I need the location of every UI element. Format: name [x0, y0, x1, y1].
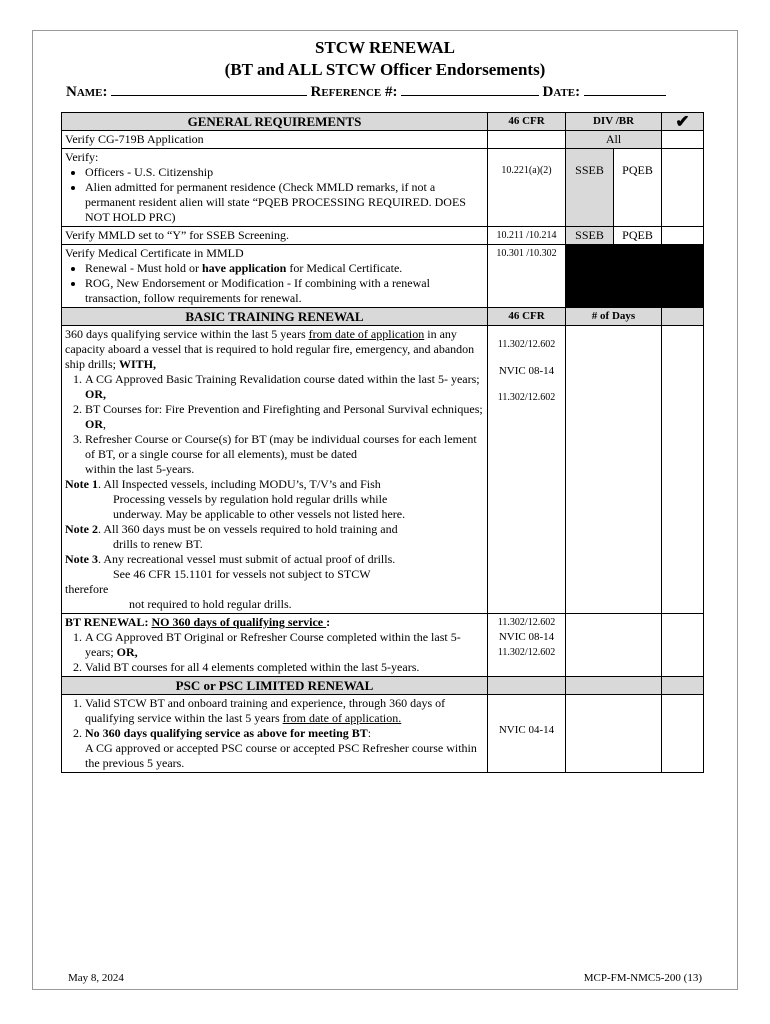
row-cfr	[488, 131, 566, 149]
row-div-pqeb: PQEB	[614, 227, 662, 245]
form-title: STCW RENEWAL	[315, 38, 455, 57]
row-div-pqeb: PQEB	[614, 149, 662, 227]
list-item: 1. Valid STCW BT and onboard training and experience, through 360 days of qualifying service within the last 5 years from date of application.	[85, 696, 484, 726]
list-item: 2. BT Courses for: Fire Prevention and Firefighting and Personal Survival echniques; OR,	[85, 402, 484, 432]
list-item: • ROG, New Endorsement or Modification - If combining with a renewal transaction, follow requirements for renewal.	[85, 276, 484, 306]
days-cell[interactable]	[566, 614, 662, 677]
row-cfr: 10.301 /10.302	[488, 245, 566, 308]
form-subtitle: (BT and ALL STCW Officer Endorsements)	[224, 60, 546, 79]
check-cell[interactable]	[662, 149, 704, 227]
row-cfr: 11.302/12.602 NVIC 08-14 11.302/12.602	[488, 326, 566, 614]
div-br-heading: DIV /BR	[566, 113, 662, 131]
bt-heading: BASIC TRAINING RENEWAL	[62, 308, 488, 326]
row-div: All	[566, 131, 662, 149]
name-label: Name:	[66, 84, 108, 100]
list-item: • Alien admitted for permanent residence (Check MMLD remarks, if not a permanent resident alien will state “PQEB PROCESSING REQUIRED. DOES NOT HOLD PRC)	[85, 180, 484, 225]
list-item: • Renewal - Must hold or have application for Medical Certificate.	[85, 261, 484, 276]
table-row	[62, 149, 704, 227]
requirements-table	[61, 112, 704, 773]
list-item: 1. A CG Approved Basic Training Revalidation course dated within the last 5- years; OR,	[85, 372, 484, 402]
check-cell[interactable]	[662, 131, 704, 149]
row-text	[62, 695, 488, 773]
bt-header-row	[62, 308, 704, 326]
table-row	[62, 695, 704, 773]
note-2: Note 2. All 360 days must be on vessels required to hold training and	[65, 522, 398, 536]
date-field[interactable]	[584, 83, 666, 96]
footer-date: May 8, 2024	[68, 972, 124, 984]
table-row	[62, 245, 704, 308]
days-heading: # of Days	[566, 308, 662, 326]
table-row	[62, 227, 704, 245]
list-item: • Officers - U.S. Citizenship	[85, 165, 484, 180]
reference-field[interactable]	[401, 83, 539, 96]
check-cell[interactable]	[662, 614, 704, 677]
row-cfr: NVIC 04-14	[488, 695, 566, 773]
check-cell[interactable]	[662, 326, 704, 614]
row-text: Verify MMLD set to “Y” for SSEB Screening.	[62, 227, 488, 245]
row-text: Verify CG-719B Application	[62, 131, 488, 149]
note-3: Note 3. Any recreational vessel must submit of actual proof of drills.	[65, 552, 396, 566]
row-div-sseb: SSEB	[566, 149, 614, 227]
header-fields	[66, 83, 706, 101]
general-header-row	[62, 113, 704, 131]
footer-form-number: MCP-FM-NMC5-200 (13)	[583, 972, 702, 984]
table-row	[62, 614, 704, 677]
note-1: Note 1. All Inspected vessels, including MODU’s, T/V’s and Fish	[65, 477, 381, 491]
check-cell[interactable]	[662, 227, 704, 245]
list-item: 2. No 360 days qualifying service as above for meeting BT: A CG approved or accepted PSC course or accepted PSC Refresher course within the previous 5 years.	[85, 726, 484, 771]
row-text: 360 days qualifying service within the last 5 years from date of application in any capacity aboard a vessel that is required to hold regular fire, emergency, and abandon ship drills; WITH, 1. A CG Approved Basic Training Revalidation course dated within the last 5- years; OR, 2. BT Courses for: Fire Prevention and Firefighting and Personal Survival echniques; OR, 3. Refresher Course or Course(s) for BT (may be individual courses for each lement of BT, or a single course for all elements), must be dated within the last 5-years. Note 1. All Inspected vessels, including MODU’s, T/V’s and Fish Processing vessels by regulation hold regular drills while underway. May be applicable to other vessels not listed here. Note 2. All 360 days must be on vessels required to hold training and drills to renew BT. Note 3. Any recreational vessel must submit of actual proof of drills. See 46 CFR 15.1101 for vessels not subject to STCW therefore not required to hold regular drills.	[62, 326, 488, 614]
row-div-sseb: SSEB	[566, 227, 614, 245]
date-label: Date:	[542, 84, 581, 100]
psc-header-row	[62, 677, 704, 695]
row-text: BT RENEWAL: NO 360 days of qualifying service : 1. A CG Approved BT Original or Refresher Course completed within the last 5-years; OR, 2. Valid BT courses for all 4 elements completed within the last 5-years.	[62, 614, 488, 677]
reference-label: Reference #:	[310, 84, 398, 100]
psc-heading: PSC or PSC LIMITED RENEWAL	[62, 677, 488, 695]
days-cell[interactable]	[566, 326, 662, 614]
list-item: 3. Refresher Course or Course(s) for BT (may be individual courses for each lement of BT, or a single course for all elements), must be dated within the last 5-years.	[85, 432, 484, 477]
blacked-out-cell	[566, 245, 704, 308]
check-cell[interactable]	[662, 695, 704, 773]
name-field[interactable]	[111, 83, 307, 96]
row-text: Verify: • Officers - U.S. Citizenship • Alien admitted for permanent residence (Check MMLD remarks, if not a permanent resident alien will state “PQEB PROCESSING REQUIRED. DOES NOT HOLD PRC)	[62, 149, 488, 227]
table-row	[62, 326, 704, 614]
general-heading: GENERAL REQUIREMENTS	[62, 113, 488, 131]
list-item: 2. Valid BT courses for all 4 elements completed within the last 5-years.	[85, 660, 484, 675]
row-cfr: 10.211 /10.214	[488, 227, 566, 245]
row-cfr: 11.302/12.602 NVIC 08-14 11.302/12.602	[488, 614, 566, 677]
table-row	[62, 131, 704, 149]
checkmark-icon: ✔	[662, 113, 704, 131]
row-text: Verify Medical Certificate in MMLD • Renewal - Must hold or have application for Medical Certificate. • ROG, New Endorsement or Modification - If combining with a renewal transaction, follow requirements for renewal.	[62, 245, 488, 308]
cfr-heading: 46 CFR	[488, 113, 566, 131]
list-item: 1. A CG Approved BT Original or Refresher Course completed within the last 5-years; OR,	[85, 630, 484, 660]
days-cell[interactable]	[566, 695, 662, 773]
cfr-heading: 46 CFR	[488, 308, 566, 326]
row-cfr: 10.221(a)(2)	[488, 149, 566, 227]
check-heading	[662, 308, 704, 326]
